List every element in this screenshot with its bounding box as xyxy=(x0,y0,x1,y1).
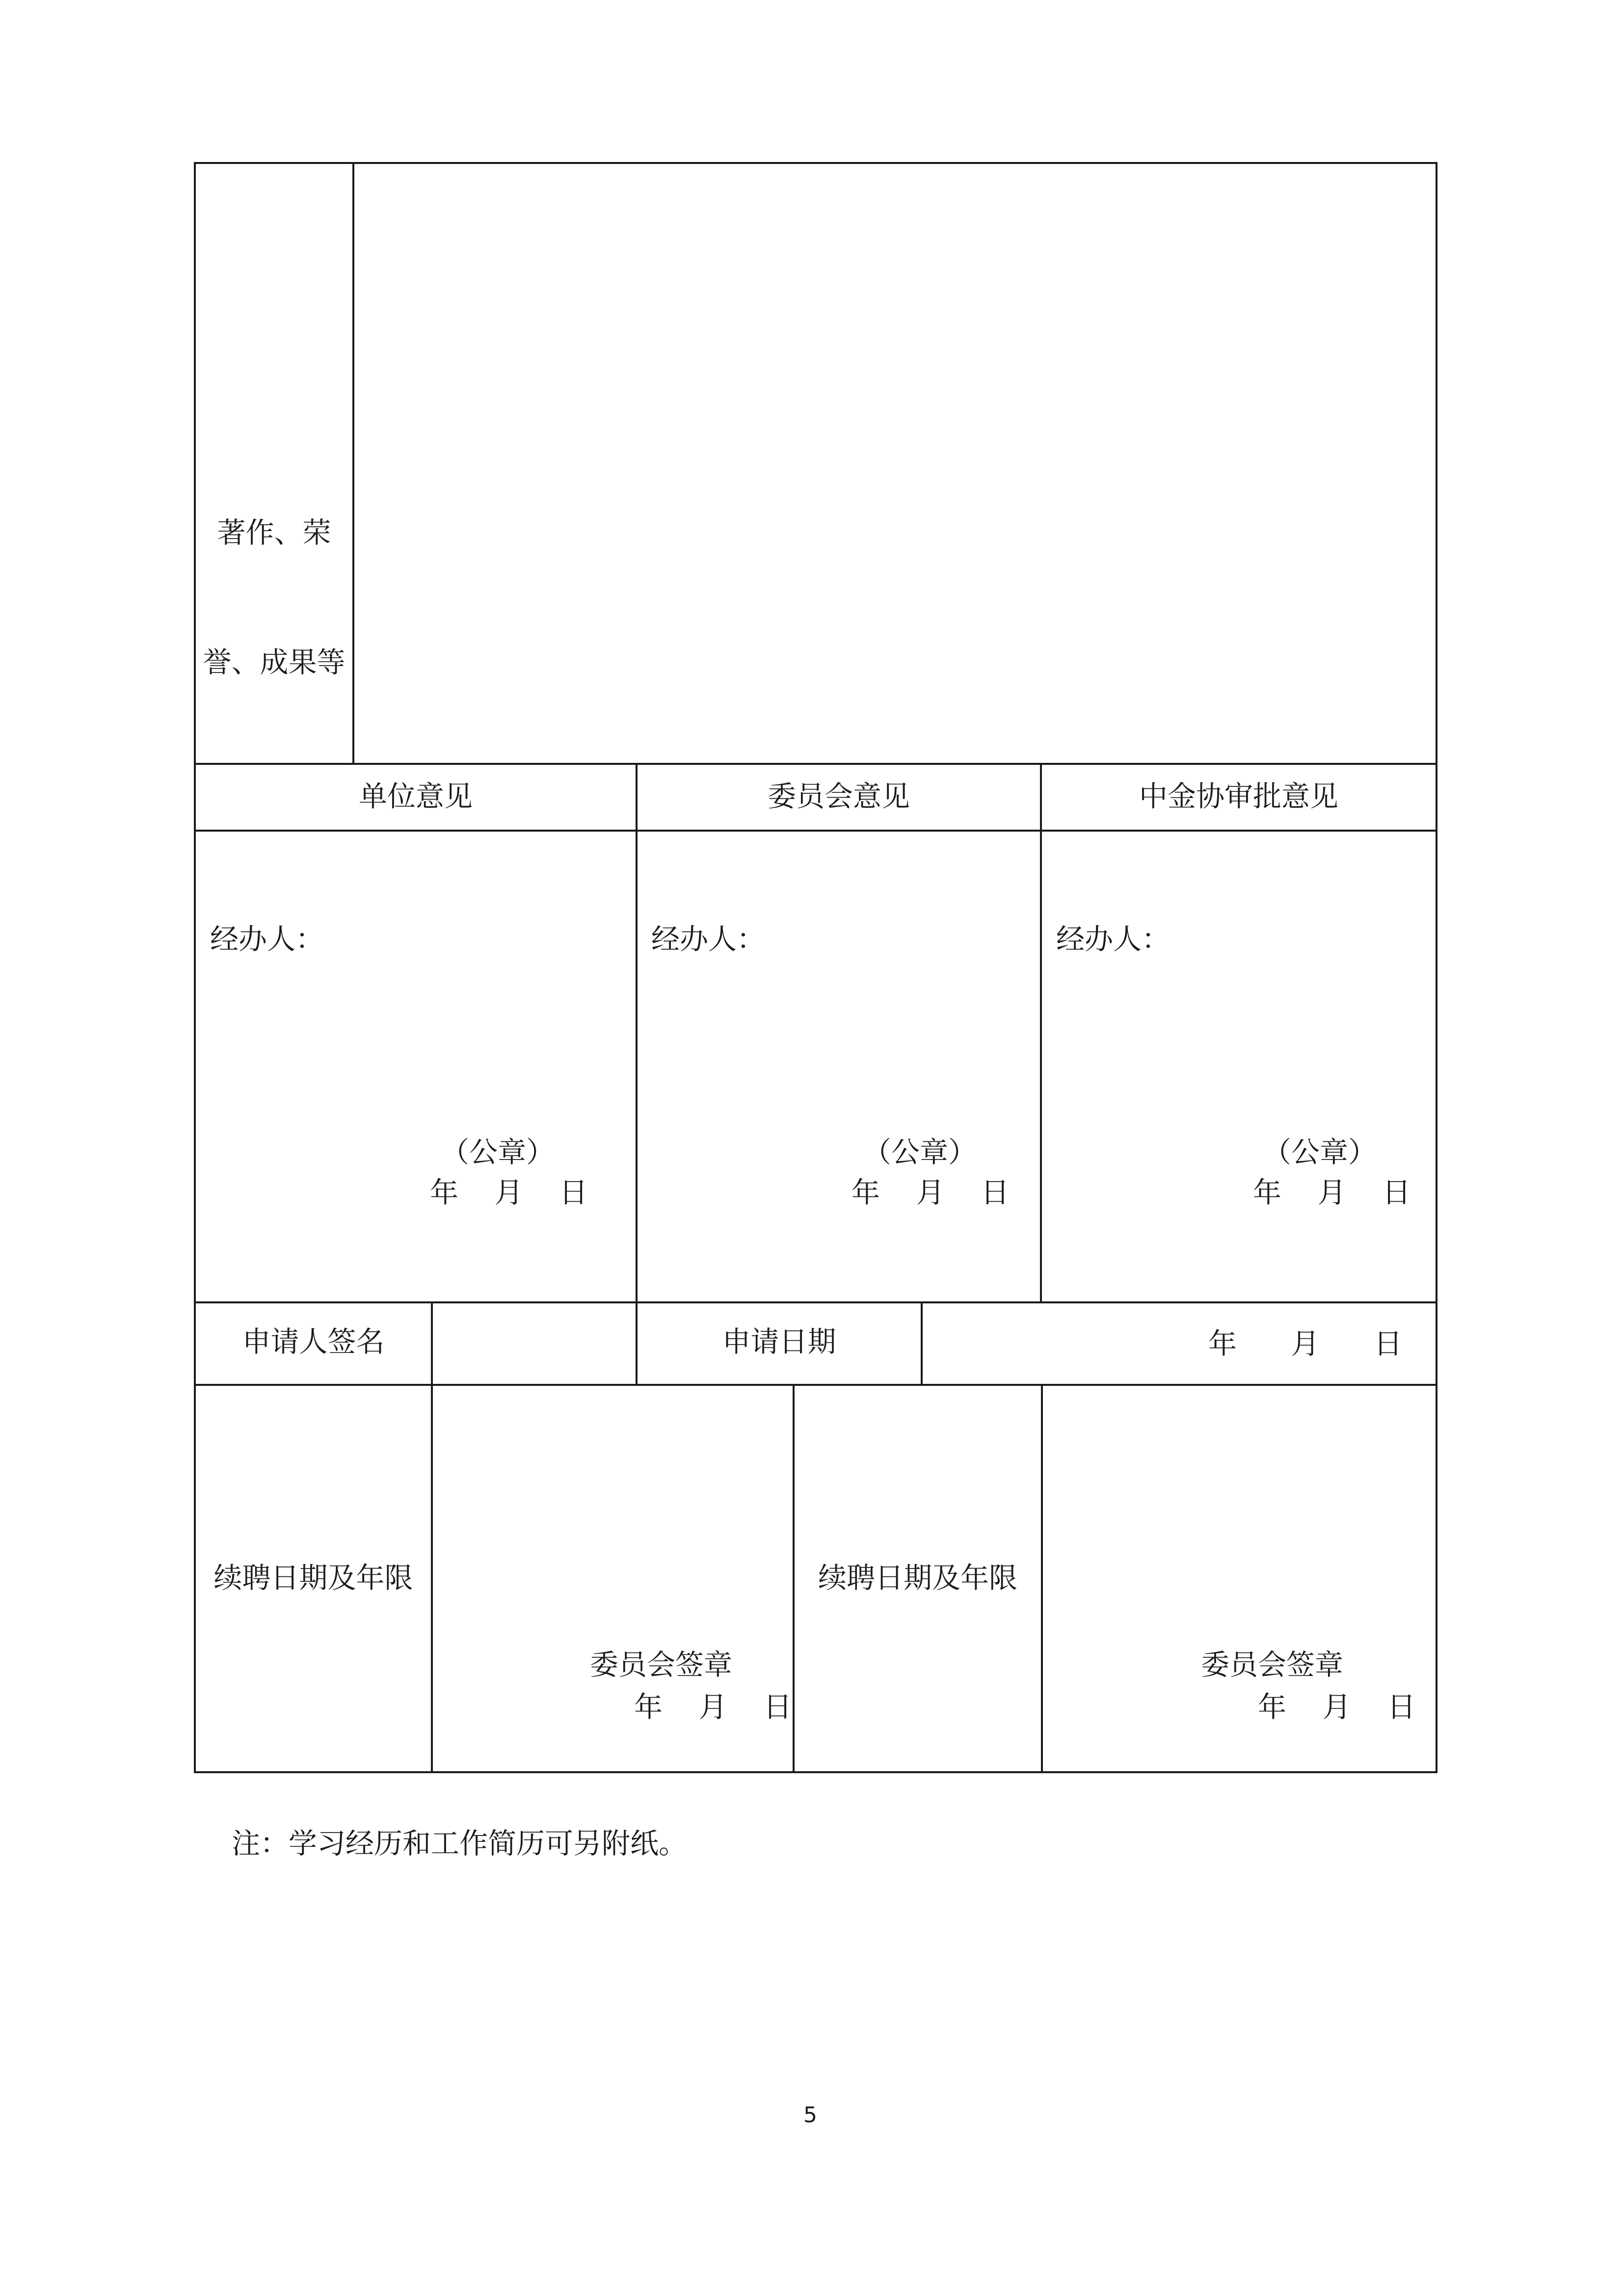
committee-opinion-header: 委员会意见 xyxy=(767,780,910,813)
renewal-label-right: 续聘日期及年限 xyxy=(818,1561,1017,1594)
achievements-label-line2: 誉、成果等 xyxy=(203,646,346,679)
association-handler-label: 经办人： xyxy=(1056,922,1171,956)
renewal-seal-left: 委员会签章 xyxy=(590,1648,733,1681)
table-line xyxy=(194,763,1437,765)
unit-date-label: 年 月 日 xyxy=(430,1176,588,1209)
association-approval-header: 中金协审批意见 xyxy=(1139,780,1338,813)
unit-opinion-field[interactable] xyxy=(196,832,636,1301)
achievements-label xyxy=(196,425,352,727)
renewal-date-right: 年 月 日 xyxy=(1258,1690,1416,1724)
renewal-label-left: 续聘日期及年限 xyxy=(213,1561,413,1594)
applicant-signature-field[interactable] xyxy=(433,1303,636,1384)
unit-handler-label: 经办人： xyxy=(210,922,324,956)
association-seal-label: （公章） xyxy=(1263,1135,1377,1169)
committee-opinion-field[interactable] xyxy=(638,832,1040,1301)
table-line xyxy=(194,1771,1437,1773)
footnote: 注：学习经历和工作简历可另附纸。 xyxy=(232,1827,688,1860)
achievements-field[interactable] xyxy=(354,164,1436,763)
page-number: 5 xyxy=(803,2103,817,2128)
applicant-signature-label: 申请人签名 xyxy=(242,1325,385,1358)
apply-date-label: 申请日期 xyxy=(722,1325,836,1358)
committee-date-label: 年 月 日 xyxy=(851,1176,1010,1209)
renewal-date-left: 年 月 日 xyxy=(634,1690,792,1724)
achievements-label-line1: 著作、荣 xyxy=(217,516,331,549)
committee-seal-label: （公章） xyxy=(863,1135,977,1169)
unit-seal-label: （公章） xyxy=(441,1135,555,1169)
unit-opinion-header: 单位意见 xyxy=(358,780,473,813)
committee-handler-label: 经办人： xyxy=(651,922,766,956)
association-date-label: 年 月 日 xyxy=(1253,1176,1411,1209)
association-approval-field[interactable] xyxy=(1042,832,1436,1301)
apply-date-value: 年 月 日 xyxy=(1208,1327,1403,1360)
table-line xyxy=(1436,162,1437,1773)
renewal-seal-right: 委员会签章 xyxy=(1201,1648,1344,1681)
